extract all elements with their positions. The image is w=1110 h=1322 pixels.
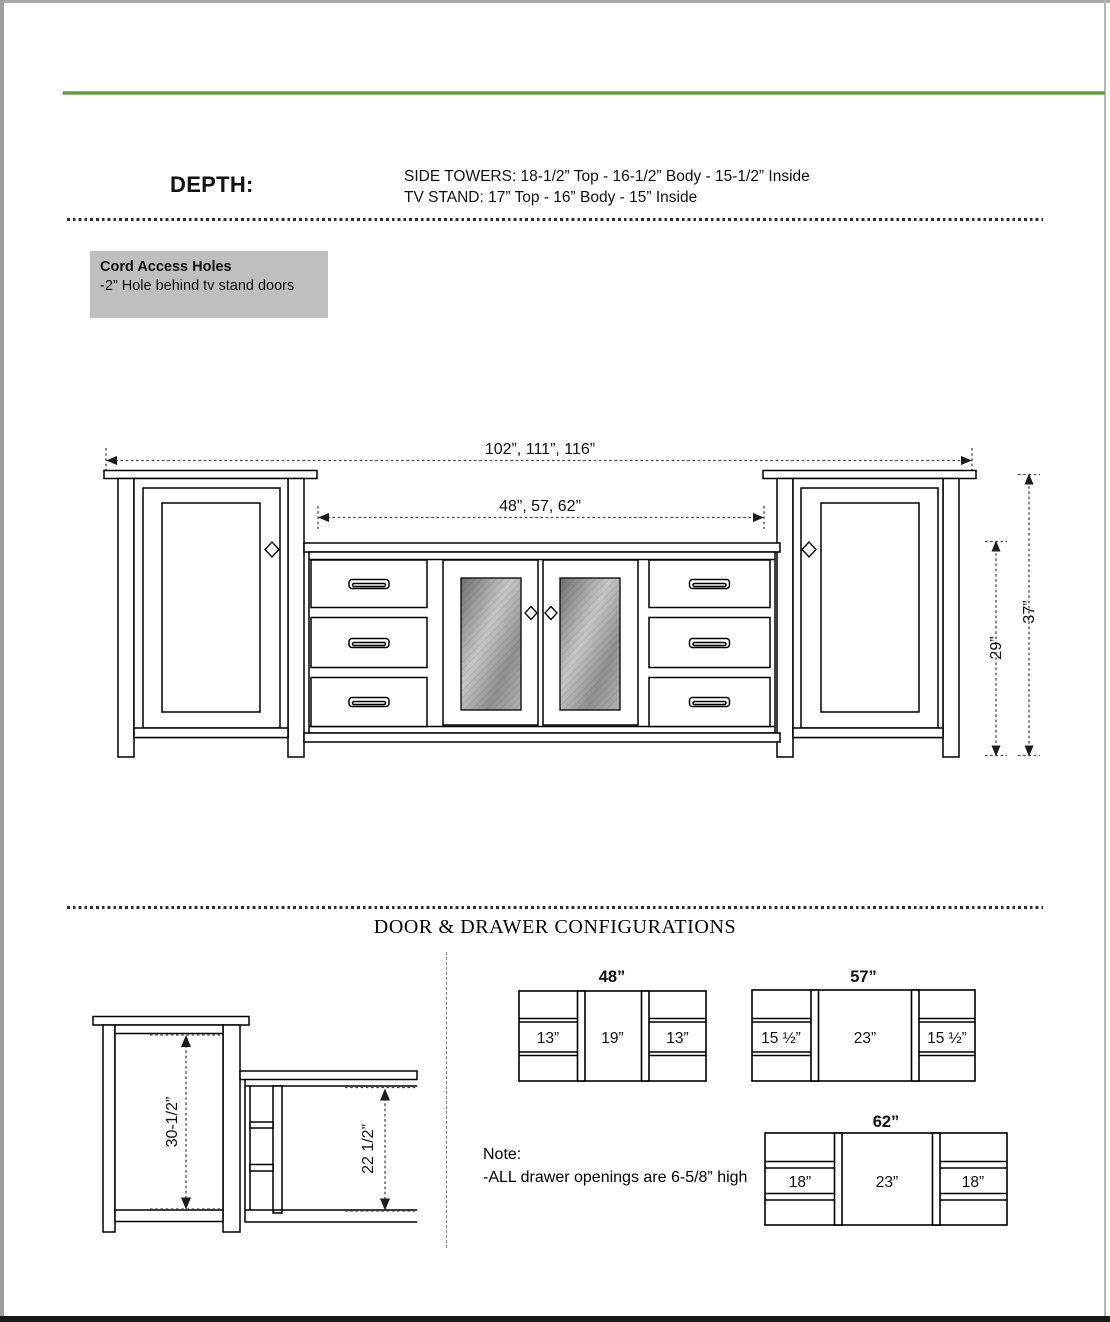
glass-door-right bbox=[543, 560, 638, 725]
config-57-left-label: 15 ½” bbox=[761, 1030, 801, 1047]
cord-access-note-box bbox=[90, 251, 328, 318]
config-57-title: 57” bbox=[850, 968, 877, 986]
left-side-tower bbox=[104, 471, 317, 758]
right-drawer-bank bbox=[649, 560, 770, 727]
note-label: Note: bbox=[483, 1146, 522, 1163]
config-57-diagram bbox=[740, 960, 985, 1088]
tower-height-dimension bbox=[1018, 474, 1040, 757]
tv-stand-side-view bbox=[240, 1071, 417, 1222]
depth-spec-text bbox=[404, 166, 810, 208]
tower-side-view bbox=[93, 1017, 249, 1233]
page-edge-bottom bbox=[0, 1316, 1110, 1322]
note-text: -ALL drawer openings are 6-5/8” high bbox=[483, 1169, 748, 1186]
config-48-diagram bbox=[505, 960, 717, 1088]
config-62-left-label: 18” bbox=[788, 1174, 812, 1191]
tv-stand-elevation-drawing bbox=[95, 435, 1045, 765]
page-edge-left bbox=[0, 0, 4, 1322]
overall-width-label: 102”, 111”, 116” bbox=[484, 441, 596, 458]
config-48-right-label: 13” bbox=[666, 1030, 689, 1047]
config-57-right-label: 15 ½” bbox=[927, 1030, 967, 1047]
right-side-tower bbox=[763, 471, 976, 758]
cord-access-body: -2” Hole behind tv stand doors bbox=[100, 278, 295, 294]
tower-interior-label: 30-1/2” bbox=[164, 1096, 181, 1148]
side-profile-drawing bbox=[55, 1000, 450, 1245]
page-edge-top bbox=[0, 0, 1110, 3]
overall-width-dimension bbox=[106, 441, 972, 472]
config-57-center-label: 23” bbox=[853, 1030, 877, 1047]
config-62-title: 62” bbox=[872, 1113, 900, 1131]
tv-stand-interior-label: 22 1/2” bbox=[360, 1124, 377, 1174]
green-divider-rule bbox=[63, 91, 1105, 95]
page-edge-right bbox=[1104, 0, 1106, 1322]
cord-access-title: Cord Access Holes bbox=[100, 259, 232, 275]
config-62-diagram bbox=[755, 1105, 1015, 1233]
tv-stand-height-label: 29” bbox=[988, 636, 1005, 660]
config-62-center-label: 23” bbox=[875, 1174, 899, 1191]
section-title: DOOR & DRAWER CONFIGURATIONS bbox=[373, 916, 737, 938]
tv-stand-width-label: 48”, 57, 62” bbox=[499, 498, 581, 515]
spec-line-side-towers: SIDE TOWERS: 18-1/2” Top - 16-1/2” Body - 15-1/2” Inside bbox=[404, 168, 810, 185]
dotted-divider-top bbox=[67, 218, 1043, 221]
config-48-left-label: 13” bbox=[536, 1030, 560, 1047]
note-block bbox=[483, 1143, 747, 1189]
tv-stand-center-unit bbox=[304, 543, 780, 742]
tv-stand-height-dimension bbox=[985, 541, 1007, 757]
tv-stand-width-dimension bbox=[318, 498, 764, 529]
dotted-divider-bottom bbox=[67, 906, 1043, 909]
left-drawer-bank bbox=[311, 560, 427, 727]
config-48-center-label: 19” bbox=[601, 1030, 624, 1047]
tv-stand-interior-dimension bbox=[360, 1089, 390, 1211]
glass-door-left bbox=[443, 560, 538, 725]
config-62-right-label: 18” bbox=[961, 1174, 985, 1191]
spec-line-tv-stand: TV STAND: 17” Top - 16” Body - 15” Inside bbox=[404, 189, 698, 206]
depth-heading: DEPTH: bbox=[170, 172, 254, 197]
tower-height-label: 37” bbox=[1021, 600, 1038, 624]
config-48-title: 48” bbox=[598, 968, 626, 986]
